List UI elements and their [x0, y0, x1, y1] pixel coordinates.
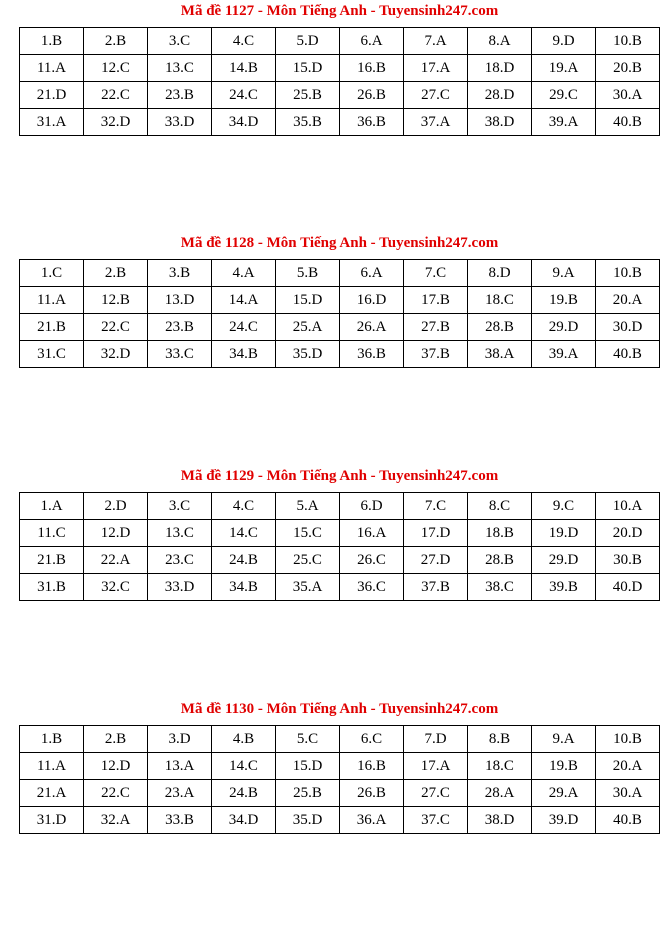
answer-cell: 2.B	[84, 726, 148, 753]
answer-cell: 18.C	[468, 287, 532, 314]
answer-cell: 29.A	[532, 780, 596, 807]
section-title: Mã đề 1129 - Môn Tiếng Anh - Tuyensinh247.com	[180, 468, 499, 484]
answer-cell: 16.B	[340, 55, 404, 82]
answer-cell: 19.B	[532, 753, 596, 780]
answer-cell: 34.B	[212, 574, 276, 601]
answer-cell: 26.B	[340, 82, 404, 109]
table-row	[20, 493, 660, 520]
answer-cell: 6.C	[340, 726, 404, 753]
answer-cell: 4.C	[212, 28, 276, 55]
answer-cell: 20.A	[596, 287, 660, 314]
answer-cell: 2.B	[84, 260, 148, 287]
answer-cell: 20.D	[596, 520, 660, 547]
answer-cell: 19.B	[532, 287, 596, 314]
answer-cell: 20.B	[596, 55, 660, 82]
answer-cell: 11.A	[20, 55, 84, 82]
answer-cell: 15.C	[276, 520, 340, 547]
answer-cell: 8.B	[468, 726, 532, 753]
answer-cell: 20.A	[596, 753, 660, 780]
answer-cell: 23.A	[148, 780, 212, 807]
answer-cell: 32.D	[84, 109, 148, 136]
answer-cell: 17.A	[404, 753, 468, 780]
answer-cell: 30.D	[596, 314, 660, 341]
answer-cell: 34.D	[212, 109, 276, 136]
answer-cell: 19.A	[532, 55, 596, 82]
answer-cell: 36.C	[340, 574, 404, 601]
answer-cell: 7.C	[404, 493, 468, 520]
answer-cell: 39.A	[532, 341, 596, 368]
answer-cell: 1.B	[20, 726, 84, 753]
answer-cell: 25.B	[276, 82, 340, 109]
answer-cell: 9.C	[532, 493, 596, 520]
answer-cell: 12.D	[84, 520, 148, 547]
table-row	[20, 341, 660, 368]
answer-cell: 38.A	[468, 341, 532, 368]
answer-cell: 30.A	[596, 82, 660, 109]
answer-cell: 30.B	[596, 547, 660, 574]
answer-cell: 36.B	[340, 109, 404, 136]
answer-table	[19, 27, 660, 136]
answer-cell: 6.D	[340, 493, 404, 520]
answer-cell: 24.C	[212, 314, 276, 341]
answer-cell: 5.D	[276, 28, 340, 55]
answer-cell: 40.B	[596, 109, 660, 136]
answer-cell: 26.B	[340, 780, 404, 807]
answer-cell: 25.C	[276, 547, 340, 574]
answer-cell: 4.C	[212, 493, 276, 520]
answer-cell: 34.D	[212, 807, 276, 834]
answer-cell: 5.A	[276, 493, 340, 520]
answer-cell: 39.B	[532, 574, 596, 601]
answer-cell: 23.B	[148, 314, 212, 341]
answer-cell: 32.C	[84, 574, 148, 601]
answer-cell: 15.D	[276, 753, 340, 780]
answer-cell: 15.D	[276, 55, 340, 82]
answer-cell: 35.D	[276, 341, 340, 368]
answer-cell: 12.C	[84, 55, 148, 82]
answer-cell: 22.C	[84, 780, 148, 807]
section-title: Mã đề 1130 - Môn Tiếng Anh - Tuyensinh247.com	[180, 701, 499, 717]
answer-cell: 17.D	[404, 520, 468, 547]
answer-cell: 28.A	[468, 780, 532, 807]
answer-cell: 29.D	[532, 314, 596, 341]
table-row	[20, 807, 660, 834]
answer-cell: 31.C	[20, 341, 84, 368]
answer-cell: 5.B	[276, 260, 340, 287]
answer-key-section-1130	[19, 700, 660, 834]
answer-cell: 28.B	[468, 314, 532, 341]
answer-cell: 17.A	[404, 55, 468, 82]
answer-key-section-1129	[19, 467, 660, 601]
answer-cell: 13.D	[148, 287, 212, 314]
answer-cell: 31.D	[20, 807, 84, 834]
answer-cell: 10.B	[596, 260, 660, 287]
table-row	[20, 260, 660, 287]
answer-cell: 24.C	[212, 82, 276, 109]
answer-cell: 37.B	[404, 574, 468, 601]
table-row	[20, 82, 660, 109]
answer-key-section-1128	[19, 234, 660, 368]
answer-cell: 27.C	[404, 780, 468, 807]
answer-cell: 32.A	[84, 807, 148, 834]
answer-cell: 8.C	[468, 493, 532, 520]
answer-cell: 9.A	[532, 726, 596, 753]
table-row	[20, 726, 660, 753]
answer-cell: 29.C	[532, 82, 596, 109]
answer-table	[19, 492, 660, 601]
answer-cell: 21.B	[20, 314, 84, 341]
answer-cell: 14.B	[212, 55, 276, 82]
answer-cell: 24.B	[212, 780, 276, 807]
table-row	[20, 780, 660, 807]
answer-cell: 39.A	[532, 109, 596, 136]
answer-cell: 1.A	[20, 493, 84, 520]
answer-cell: 25.A	[276, 314, 340, 341]
answer-cell: 22.A	[84, 547, 148, 574]
answer-cell: 11.C	[20, 520, 84, 547]
answer-cell: 4.B	[212, 726, 276, 753]
answer-cell: 21.D	[20, 82, 84, 109]
answer-cell: 22.C	[84, 82, 148, 109]
answer-cell: 27.B	[404, 314, 468, 341]
answer-cell: 12.D	[84, 753, 148, 780]
answer-cell: 40.D	[596, 574, 660, 601]
answer-cell: 28.D	[468, 82, 532, 109]
answer-cell: 33.C	[148, 341, 212, 368]
answer-cell: 36.B	[340, 341, 404, 368]
answer-cell: 26.A	[340, 314, 404, 341]
answer-cell: 12.B	[84, 287, 148, 314]
answer-cell: 14.A	[212, 287, 276, 314]
answer-cell: 18.C	[468, 753, 532, 780]
answer-cell: 7.D	[404, 726, 468, 753]
answer-cell: 11.A	[20, 753, 84, 780]
answer-cell: 40.B	[596, 341, 660, 368]
answer-cell: 30.A	[596, 780, 660, 807]
answer-cell: 8.D	[468, 260, 532, 287]
answer-cell: 10.A	[596, 493, 660, 520]
answer-cell: 32.D	[84, 341, 148, 368]
answer-cell: 3.C	[148, 28, 212, 55]
answer-cell: 21.A	[20, 780, 84, 807]
section-title: Mã đề 1128 - Môn Tiếng Anh - Tuyensinh247.com	[180, 235, 499, 251]
answer-cell: 4.A	[212, 260, 276, 287]
answer-cell: 2.B	[84, 28, 148, 55]
answer-cell: 16.D	[340, 287, 404, 314]
answer-cell: 23.B	[148, 82, 212, 109]
answer-cell: 18.B	[468, 520, 532, 547]
answer-cell: 31.A	[20, 109, 84, 136]
answer-cell: 1.C	[20, 260, 84, 287]
answer-cell: 6.A	[340, 260, 404, 287]
answer-cell: 39.D	[532, 807, 596, 834]
answer-cell: 21.B	[20, 547, 84, 574]
table-row	[20, 753, 660, 780]
answer-cell: 37.B	[404, 341, 468, 368]
table-row	[20, 28, 660, 55]
answer-cell: 31.B	[20, 574, 84, 601]
answer-key-section-1127	[19, 2, 660, 136]
answer-cell: 10.B	[596, 28, 660, 55]
answer-cell: 15.D	[276, 287, 340, 314]
answer-cell: 35.A	[276, 574, 340, 601]
answer-cell: 16.A	[340, 520, 404, 547]
answer-cell: 37.A	[404, 109, 468, 136]
answer-cell: 8.A	[468, 28, 532, 55]
answer-cell: 33.D	[148, 574, 212, 601]
answer-cell: 13.A	[148, 753, 212, 780]
answer-cell: 24.B	[212, 547, 276, 574]
answer-cell: 28.B	[468, 547, 532, 574]
answer-cell: 6.A	[340, 28, 404, 55]
answer-cell: 38.D	[468, 109, 532, 136]
answer-cell: 38.D	[468, 807, 532, 834]
answer-cell: 34.B	[212, 341, 276, 368]
answer-cell: 36.A	[340, 807, 404, 834]
answer-cell: 37.C	[404, 807, 468, 834]
answer-table	[19, 259, 660, 368]
answer-cell: 25.B	[276, 780, 340, 807]
answer-cell: 13.C	[148, 55, 212, 82]
answer-cell: 11.A	[20, 287, 84, 314]
answer-cell: 7.A	[404, 28, 468, 55]
answer-cell: 3.C	[148, 493, 212, 520]
answer-cell: 9.A	[532, 260, 596, 287]
answer-cell: 5.C	[276, 726, 340, 753]
table-row	[20, 287, 660, 314]
table-row	[20, 55, 660, 82]
answer-cell: 7.C	[404, 260, 468, 287]
table-row	[20, 547, 660, 574]
answer-cell: 16.B	[340, 753, 404, 780]
answer-cell: 3.B	[148, 260, 212, 287]
answer-cell: 35.B	[276, 109, 340, 136]
answer-cell: 19.D	[532, 520, 596, 547]
answer-cell: 27.C	[404, 82, 468, 109]
table-row	[20, 314, 660, 341]
answer-cell: 2.D	[84, 493, 148, 520]
answer-cell: 9.D	[532, 28, 596, 55]
answer-cell: 35.D	[276, 807, 340, 834]
answer-cell: 33.D	[148, 109, 212, 136]
answer-cell: 40.B	[596, 807, 660, 834]
answer-cell: 14.C	[212, 753, 276, 780]
answer-cell: 1.B	[20, 28, 84, 55]
section-title: Mã đề 1127 - Môn Tiếng Anh - Tuyensinh247.com	[180, 3, 499, 19]
answer-cell: 13.C	[148, 520, 212, 547]
answer-cell: 26.C	[340, 547, 404, 574]
answer-cell: 3.D	[148, 726, 212, 753]
answer-cell: 29.D	[532, 547, 596, 574]
answer-cell: 10.B	[596, 726, 660, 753]
table-row	[20, 109, 660, 136]
answer-cell: 14.C	[212, 520, 276, 547]
answer-cell: 27.D	[404, 547, 468, 574]
table-row	[20, 520, 660, 547]
answer-cell: 33.B	[148, 807, 212, 834]
answer-cell: 23.C	[148, 547, 212, 574]
answer-cell: 17.B	[404, 287, 468, 314]
answer-cell: 38.C	[468, 574, 532, 601]
answer-table	[19, 725, 660, 834]
answer-cell: 22.C	[84, 314, 148, 341]
answer-cell: 18.D	[468, 55, 532, 82]
table-row	[20, 574, 660, 601]
